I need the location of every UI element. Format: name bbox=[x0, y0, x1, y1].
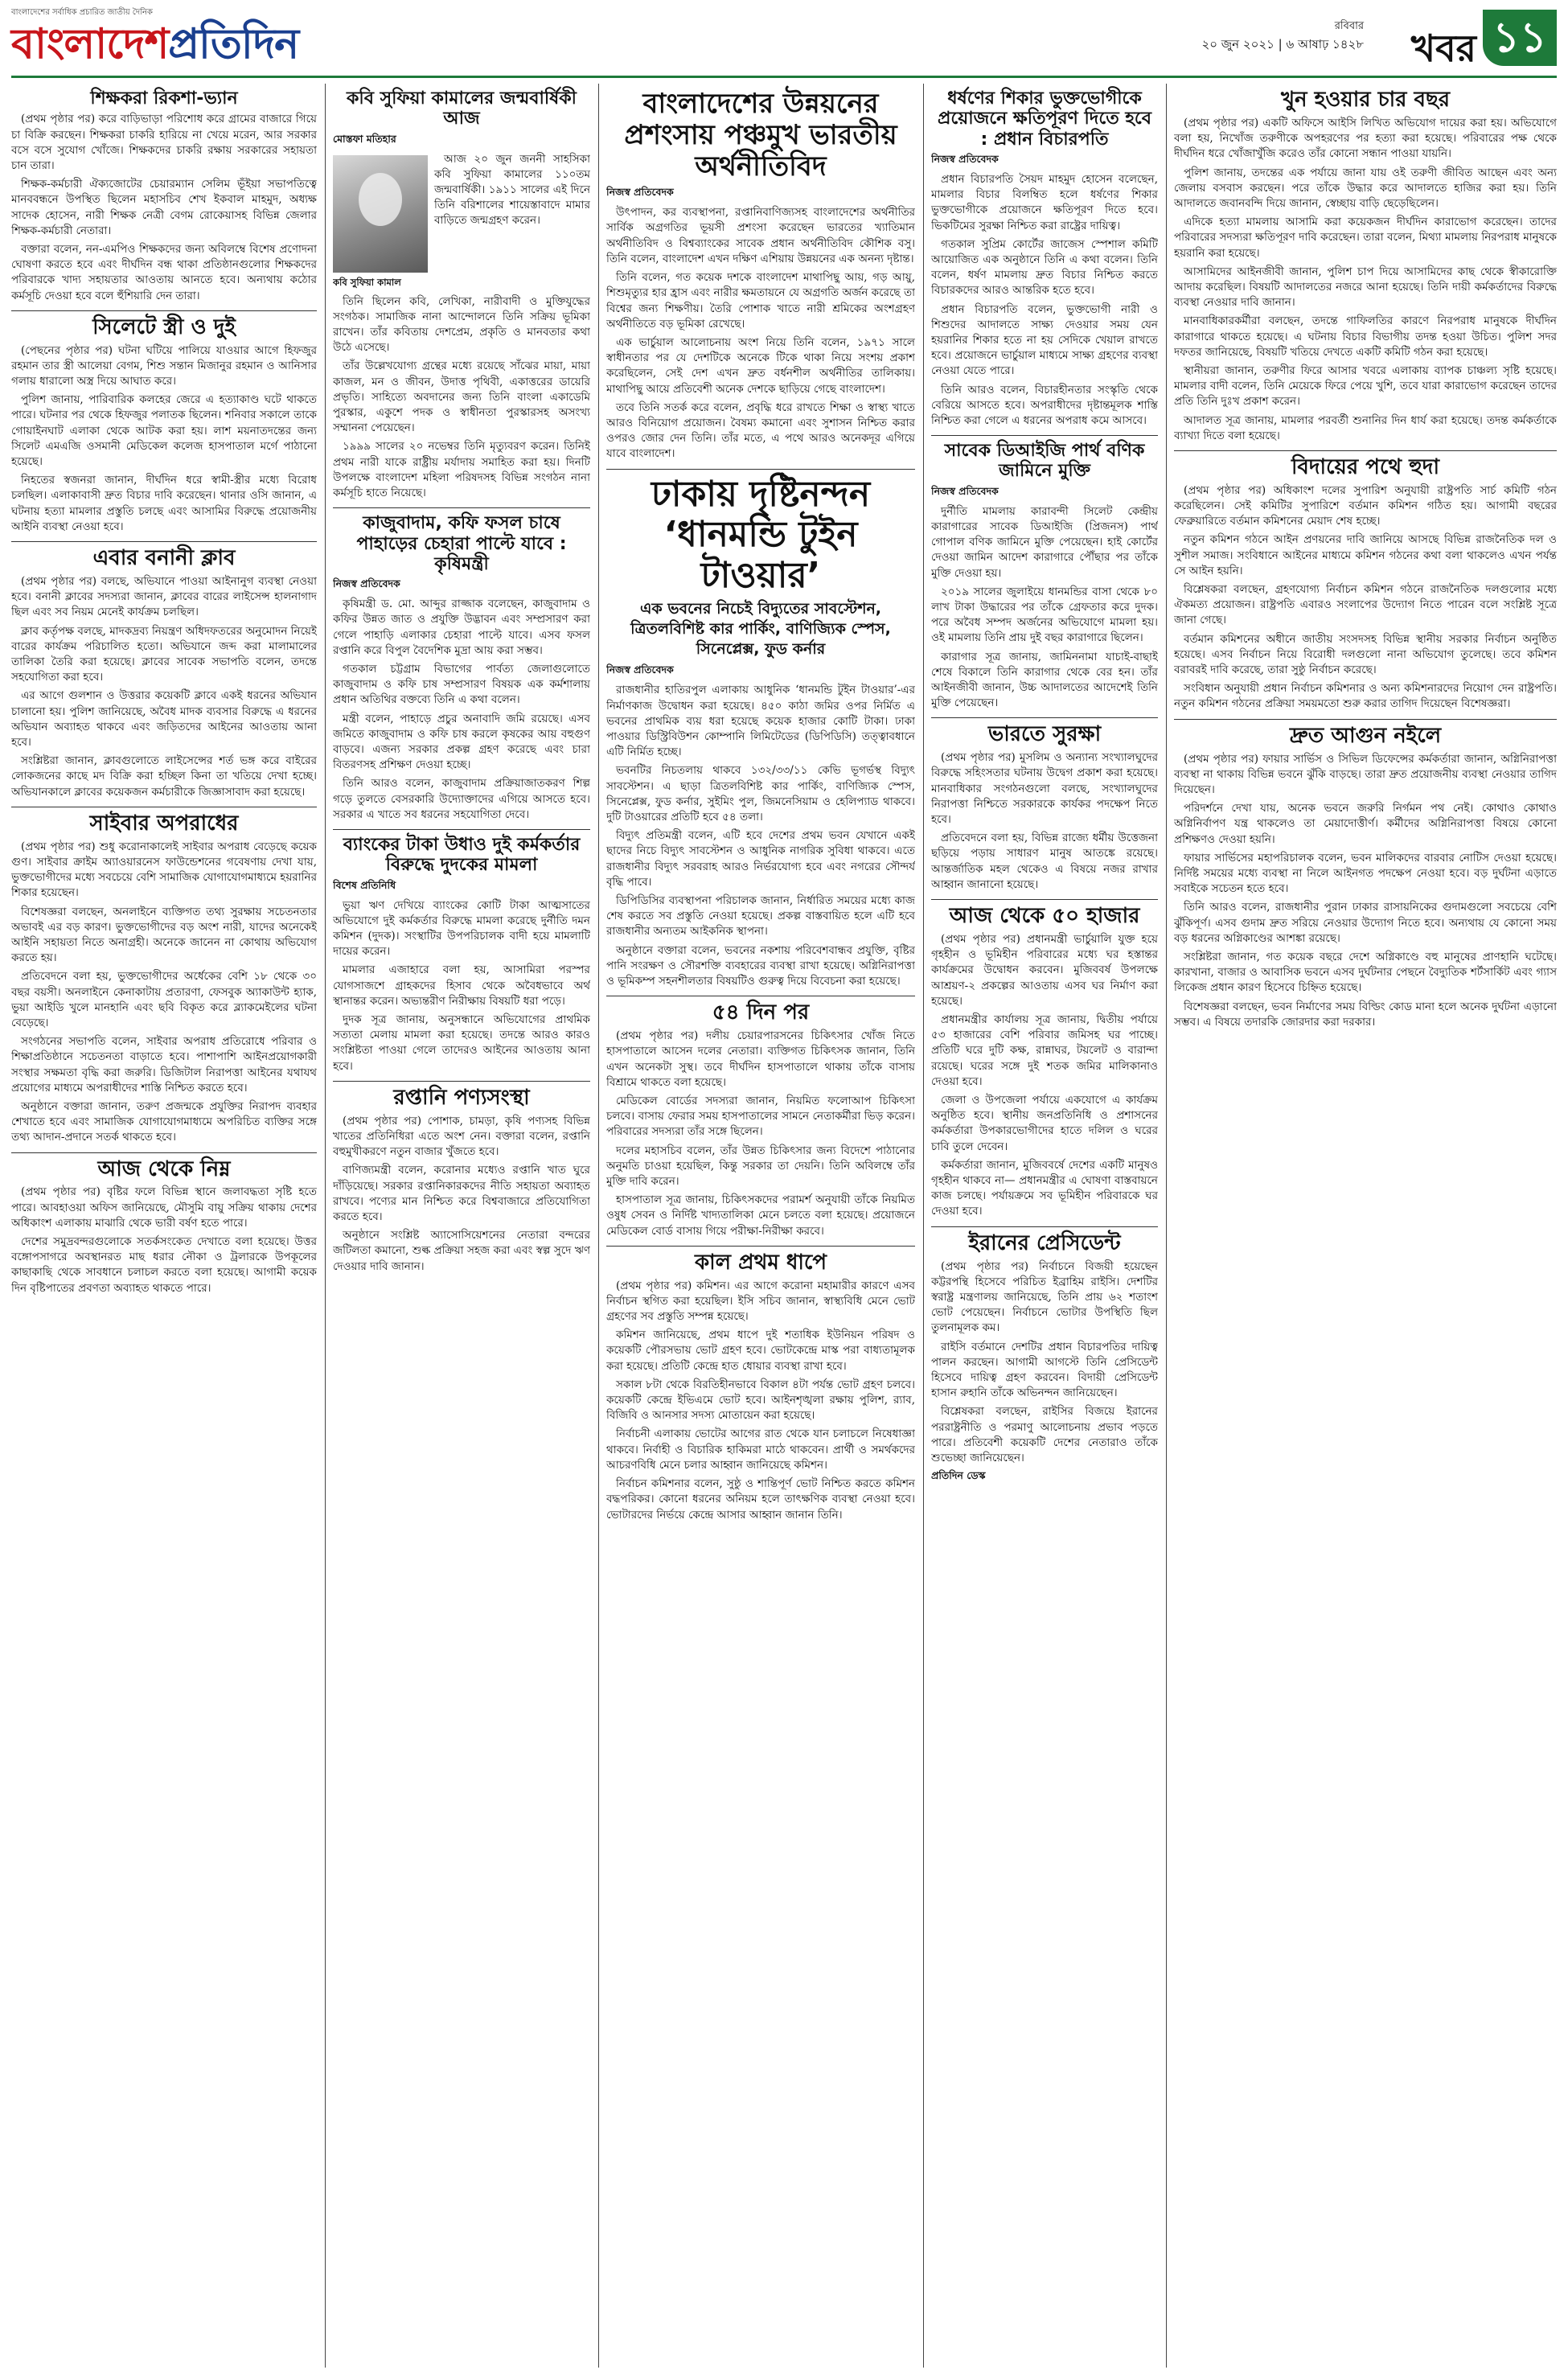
paragraph: (প্রথম পৃষ্ঠার পর) ফায়ার সার্ভিস ও সিভিল ডিফেন্সের কর্মকর্তারা জানান, অগ্নিনিরাপত্তা ব্যবস্থা না থাকায় বিভিন্ন ভবনে ঝুঁকি বাড়ছে। তারা দ্রুত প্রয়োজনীয় ব্যবস্থা নেওয়ার তাগিদ দিয়েছেন। bbox=[1174, 752, 1557, 796]
paragraph: নির্বাচন কমিশনার বলেন, সুষ্ঠু ও শান্তিপূর্ণ ভোট নিশ্চিত করতে কমিশন বদ্ধপরিকর। কোনো ধরনের অনিয়ম হলে তাৎক্ষণিক ব্যবস্থা নেওয়া হবে। ভোটারদের নির্ভয়ে কেন্দ্রে আসার আহ্বান জানান তিনি। bbox=[606, 1477, 915, 1522]
paragraph: নতুন কমিশন গঠনে আইন প্রণয়নের দাবি জানিয়ে আসছে বিভিন্ন রাজনৈতিক দল ও সুশীল সমাজ। সংবিধানে আইনের মাধ্যমে কমিশন গঠনের কথা বলা থাকলেও এখন পর্যন্ত সে আইন হয়নি। bbox=[1174, 533, 1557, 577]
divider bbox=[11, 1152, 317, 1153]
paragraph: পুলিশ জানায়, তদন্তের এক পর্যায়ে জানা যায় ওই তরুণী জীবিত আছেন এবং অন্য জেলায় বসবাস করছেন। পরে তাঁকে উদ্ধার করে আদালতে হাজির করা হয়। তিনি আদালতে জবানবন্দি দিয়ে জানান, স্বেচ্ছায় বাড়ি ছেড়েছিলেন। bbox=[1174, 166, 1557, 210]
paragraph: ডিপিডিসির ব্যবস্থাপনা পরিচালক জানান, নির্ধারিত সময়ের মধ্যে কাজ শেষ করতে সব প্রস্তুতি নেওয়া হয়েছে। প্রকল্প বাস্তবায়িত হলে এটি হবে রাজধানীর অন্যতম আইকনিক স্থাপনা। bbox=[606, 894, 915, 939]
dateline bbox=[1201, 18, 1364, 53]
paragraph: রাজধানীর হাতিরপুল এলাকায় আধুনিক ‘ধানমন্ডি টুইন টাওয়ার’-এর নির্মাণকাজ উদ্বোধন করা হয়েছে। ৪৫০ কাঠা জমির ওপর নির্মিত এ ভবনের প্রাথমিক ব্যয় ধরা হয়েছে কয়েক হাজার কোটি টাকা। ঢাকা পাওয়ার ডিস্ট্রিবিউশন কোম্পানি লিমিটেডের (ডিপিডিসি) তত্ত্বাবধানে এটি নির্মিত হচ্ছে। bbox=[606, 684, 915, 759]
headline: কাল প্রথম ধাপে bbox=[694, 1250, 827, 1275]
divider bbox=[1174, 719, 1557, 720]
issue-day: রবিবার bbox=[1334, 20, 1364, 32]
paragraph: মন্ত্রী বলেন, পাহাড়ে প্রচুর অনাবাদি জমি রয়েছে। এসব জমিতে কাজুবাদাম ও কফি চাষ করলে কৃষকের আয় বহুগুণ বাড়বে। এজন্য সরকার প্রকল্প গ্রহণ করেছে এবং চারা বিতরণসহ প্রশিক্ষণ দেওয়া হচ্ছে। bbox=[333, 712, 590, 772]
column-rule bbox=[598, 84, 599, 2368]
article-export bbox=[333, 1086, 590, 1275]
divider bbox=[606, 469, 915, 470]
paragraph: আজ ২০ জুন জননী সাহসিকা কবি সুফিয়া কামালের ১১০তম জন্মবার্ষিকী। ১৯১১ সালের এই দিনে তিনি বরিশালের শায়েস্তাবাদে মামার বাড়িতে জন্মগ্রহণ করেন। bbox=[434, 152, 590, 228]
paragraph: এদিকে হত্যা মামলায় আসামি করা কয়েকজন দীর্ঘদিন কারাভোগ করেছেন। তাদের পরিবারের সদস্যরা ক্ষতিপূরণ দাবি করেছেন। তারা বলেন, মিথ্যা মামলায় নিরপরাধ মানুষকে হয়রানি করা হয়েছে। bbox=[1174, 216, 1557, 260]
divider bbox=[931, 435, 1158, 436]
headline: বাংলাদেশের উন্নয়নের প্রশংসায় পঞ্চমুখ ভারতীয় অর্থনীতিবিদ bbox=[624, 88, 897, 183]
portrait-photo bbox=[333, 155, 428, 273]
paragraph: অনুষ্ঠানে বক্তারা বলেন, ভবনের নকশায় পরিবেশবান্ধব প্রযুক্তি, বৃষ্টির পানি সংরক্ষণ ও সৌরশক্তি ব্যবহারের ব্যবস্থা রাখা হয়েছে। অগ্নিনিরাপত্তা ও ভূমিকম্প সহনশীলতার বিষয়টিও গুরুত্ব দিয়ে বিবেচনা করা হয়েছে। bbox=[606, 943, 915, 988]
headline: আজ থেকে ৫০ হাজার bbox=[949, 904, 1140, 929]
subheadline: এক ভবনের নিচেই বিদ্যুতের সাবস্টেশন, ত্রিতলবিশিষ্ট কার পার্কিং, বাণিজ্যিক স্পেস, সিনেপ্লেক্স, ফুড কর্নার bbox=[630, 600, 891, 658]
paragraph: বক্তারা বলেন, নন-এমপিও শিক্ষকদের জন্য অবিলম্বে বিশেষ প্রণোদনা ঘোষণা করতে হবে এবং দীর্ঘদিন বন্ধ থাকা প্রতিষ্ঠানগুলোর শিক্ষকদের পরিবারকে খাদ্য সহায়তার আওতায় আনতে হবে। অন্যথায় কঠোর কর্মসূচি দেওয়া হবে বলে হুঁশিয়ারি দেন তারা। bbox=[11, 242, 317, 302]
paragraph: কমিশন জানিয়েছে, প্রথম ধাপে দুই শতাধিক ইউনিয়ন পরিষদ ও কয়েকটি পৌরসভায় ভোট গ্রহণ হবে। ভোটকেন্দ্রে মাস্ক পরা বাধ্যতামূলক করা হয়েছে। প্রতিটি কেন্দ্রে হাত ধোয়ার ব্যবস্থা রাখা হবে। bbox=[606, 1329, 915, 1373]
paragraph: (প্রথম পৃষ্ঠার পর) নির্বাচনে বিজয়ী হয়েছেন কট্টরপন্থি হিসেবে পরিচিত ইব্রাহিম রাইসি। দেশটির স্বরাষ্ট্র মন্ত্রণালয় জানিয়েছে, তিনি প্রায় ৬২ শতাংশ ভোট পেয়েছেন। নির্বাচনে ভোটার উপস্থিতি ছিল তুলনামূলক কম। bbox=[931, 1259, 1158, 1335]
paragraph: কৃষিমন্ত্রী ড. মো. আব্দুর রাজ্জাক বলেছেন, কাজুবাদাম ও কফির উন্নত জাত ও প্রযুক্তি উদ্ভাবন এবং সম্প্রসারণ করা গেলে পাহাড়ি এলাকার চেহারা পাল্টে যাবে। এসব ফসল রপ্তানি করে বিপুল বৈদেশিক মুদ্রা আয় করা সম্ভব। bbox=[333, 598, 590, 657]
article-sylhet bbox=[11, 316, 317, 535]
article-farewell-huda bbox=[1174, 456, 1557, 713]
headline: দ্রুত আগুন নইলে bbox=[1289, 723, 1442, 748]
headline: খুন হওয়ার চার বছর bbox=[1280, 88, 1451, 112]
paragraph: তিনি ছিলেন কবি, লেখিকা, নারীবাদী ও মুক্তিযুদ্ধের সংগঠক। সামাজিক নানা আন্দোলনে তিনি সক্রিয় ভূমিকা রাখেন। তাঁর কবিতায় দেশপ্রেম, প্রকৃতি ও মানবতার কথা উঠে এসেছে। bbox=[333, 294, 590, 355]
paragraph: পুলিশ জানায়, পারিবারিক কলহের জেরে এ হত্যাকাণ্ড ঘটে থাকতে পারে। ঘটনার পর থেকে হিফজুর পলাতক ছিলেন। শনিবার সকালে তাকে গোয়াইনঘাট এলাকা থেকে আটক করা হয়। লাশ ময়নাতদন্তের জন্য সিলেট এমএজি ওসমানী মেডিকেল কলেজ হাসপাতাল মর্গে পাঠানো হয়েছে। bbox=[11, 393, 317, 469]
paragraph: বাণিজ্যমন্ত্রী বলেন, করোনার মধ্যেও রপ্তানি খাত ঘুরে দাঁড়িয়েছে। সরকার রপ্তানিকারকদের নীতি সহায়তা অব্যাহত রাখবে। পণ্যের মান নিশ্চিত করে বিশ্ববাজারে প্রতিযোগিতা করতে হবে। bbox=[333, 1164, 590, 1223]
divider bbox=[931, 899, 1158, 900]
paragraph: সংশ্লিষ্টরা জানান, গত কয়েক বছরে দেশে অগ্নিকাণ্ডে বহু মানুষের প্রাণহানি ঘটেছে। কারখানা, বাজার ও আবাসিক ভবনে এসব দুর্ঘটনার পেছনে বৈদ্যুতিক শর্টসার্কিট এবং গ্যাস লিকেজ প্রধান কারণ হিসেবে চিহ্নিত হয়েছে। bbox=[1174, 951, 1557, 995]
column-rule bbox=[325, 84, 326, 2368]
byline: বিশেষ প্রতিনিধি bbox=[333, 878, 396, 891]
column-3 bbox=[606, 84, 915, 2368]
headline: ঢাকায় দৃষ্টিনন্দন ‘ধানমন্ডি টুইন টাওয়ার’ bbox=[651, 473, 871, 596]
paragraph: গতকাল সুপ্রিম কোর্টের জাজেস স্পেশাল কমিটি আয়োজিত এক অনুষ্ঠানে তিনি এ কথা বলেন। তিনি বলেন, ধর্ষণ মামলায় দ্রুত বিচার নিশ্চিত করতে বিচারকদের আরও আন্তরিক হতে হবে। bbox=[931, 237, 1158, 298]
article-india bbox=[931, 723, 1158, 893]
article-murder-four-years bbox=[1174, 88, 1557, 444]
headline: কাজুবাদাম, কফি ফসল চাষে পাহাড়ের চেহারা পাল্টে যাবে : কৃষিমন্ত্রী bbox=[356, 513, 567, 574]
column-2 bbox=[333, 84, 590, 2368]
paragraph: উৎপাদন, কর ব্যবস্থাপনা, রপ্তানিবাণিজ্যসহ বাংলাদেশের অর্থনীতির সার্বিক অগ্রগতির ভূয়সী প্রশংসা করেছেন ভারতের খ্যাতিমান অর্থনীতিবিদ ও বিশ্বব্যাংকের সাবেক প্রধান অর্থনীতিবিদ কৌশিক বসু। তিনি বলেন, বাংলাদেশ এখন দক্ষিণ এশিয়ায় উন্নয়নের এক অনন্য দৃষ্টান্ত। bbox=[606, 206, 915, 265]
article-fire bbox=[1174, 725, 1557, 1030]
divider bbox=[931, 717, 1158, 718]
article-twin-tower bbox=[606, 474, 915, 990]
paragraph: আদালত সূত্র জানায়, মামলার পরবর্তী শুনানির দিন ধার্য করা হয়েছে। তদন্ত কর্মকর্তাকে ব্যাখ্যা দিতে বলা হয়েছে। bbox=[1174, 413, 1557, 442]
paragraph: (প্রথম পৃষ্ঠার পর) বলছে, অভিযানে পাওয়া আইনানুগ ব্যবস্থা নেওয়া হবে। বনানী ক্লাবের সদস্যরা জানান, ক্লাবের বারের লাইসেন্স হালনাগাদ ছিল এবং সব নিয়ম মেনেই কার্যক্রম চলছিল। bbox=[11, 574, 317, 619]
headline: ৫৪ দিন পর bbox=[712, 1000, 810, 1025]
paragraph: তিনি বলেন, গত কয়েক দশকে বাংলাদেশ মাথাপিছু আয়, গড় আয়ু, শিশুমৃত্যুর হার হ্রাস এবং নারীর ক্ষমতায়নে যে অগ্রগতি অর্জন করেছে তা বিশ্বের জন্য শিক্ষণীয়। তৈরি পোশাক খাতে নারী শ্রমিকের অংশগ্রহণ অর্থনীতিতে বড় ভূমিকা রেখেছে। bbox=[606, 271, 915, 331]
divider bbox=[333, 829, 590, 830]
paragraph: বিশেষজ্ঞরা বলছেন, ভবন নির্মাণের সময় বিল্ডিং কোড মানা হলে অনেক দুর্ঘটনা এড়ানো সম্ভব। এ বিষয়ে তদারকি জোরদার করা দরকার। bbox=[1174, 1000, 1557, 1029]
logo-text-blue: প্রতিদিন bbox=[168, 20, 299, 68]
page-number: ১১ bbox=[1483, 10, 1557, 66]
paragraph: তিনি আরও বলেন, রাজধানীর পুরান ঢাকার রাসায়নিকের গুদামগুলো সবচেয়ে বেশি ঝুঁকিপূর্ণ। এসব গুদাম দ্রুত সরিয়ে নেওয়ার উদ্যোগ নিতে হবে। অন্যথায় যে কোনো সময় বড় ধরনের অগ্নিকাণ্ডের আশঙ্কা রয়েছে। bbox=[1174, 901, 1557, 945]
paragraph: শিক্ষক-কর্মচারী ঐক্যজোটের চেয়ারম্যান সেলিম ভূঁইয়া সভাপতিত্বে মানববন্ধনে উপস্থিত ছিলেন মহাসচিব শেখ ইকবাল মাহমুদ, অধ্যক্ষ সাদেক হোসেন, নারী শিক্ষক নেত্রী বেগম রোকেয়াসহ বিভিন্ন জেলার শিক্ষক-কর্মচারী নেতারা। bbox=[11, 178, 317, 237]
paragraph: বিশেষজ্ঞরা বলছেন, অনলাইনে ব্যক্তিগত তথ্য সুরক্ষায় সচেতনতার অভাবই এর বড় কারণ। ভুক্তভোগীদের বড় অংশ নারী, যাদের অনেকেই আইনি সহায়তা নিতে অনাগ্রহী। অনেকে জানেন না কোথায় অভিযোগ করতে হয়। bbox=[11, 905, 317, 965]
article-election bbox=[606, 1251, 915, 1523]
paragraph: বিশ্লেষকরা বলছেন, গ্রহণযোগ্য নির্বাচন কমিশন গঠনে রাজনৈতিক দলগুলোর মধ্যে ঐকমত্য প্রয়োজন। রাষ্ট্রপতি এবারও সংলাপের উদ্যোগ নিতে পারেন বলে সংশ্লিষ্ট সূত্রে জানা গেছে। bbox=[1174, 583, 1557, 627]
paragraph: দলের মহাসচিব বলেন, তাঁর উন্নত চিকিৎসার জন্য বিদেশে পাঠানোর অনুমতি চাওয়া হয়েছিল, কিন্তু সরকার তা দেয়নি। তিনি অবিলম্বে তাঁর মুক্তি দাবি করেন। bbox=[606, 1144, 915, 1188]
headline: ভারতে সুরক্ষা bbox=[987, 722, 1102, 747]
masthead bbox=[11, 6, 1557, 74]
paragraph: দুদক সূত্র জানায়, অনুসন্ধানে অভিযোগের প্রাথমিক সত্যতা মেলায় মামলা করা হয়েছে। তদন্তে আরও কারও সংশ্লিষ্টতা পাওয়া গেলে তাদেরও আইনের আওতায় আনা হবে। bbox=[333, 1012, 590, 1073]
divider bbox=[333, 507, 590, 508]
paragraph: অনুষ্ঠানে বক্তারা জানান, তরুণ প্রজন্মকে প্রযুক্তির নিরাপদ ব্যবহার শেখাতে হবে এবং সামাজিক যোগাযোগমাধ্যমে অপরিচিত ব্যক্তির সঙ্গে তথ্য আদান-প্রদানে সতর্ক থাকতে হবে। bbox=[11, 1099, 317, 1144]
article-nimno bbox=[11, 1158, 317, 1296]
paragraph: ২০১৯ সালের জুলাইয়ে ধানমন্ডির বাসা থেকে ৮০ লাখ টাকা উদ্ধারের পর তাঁকে গ্রেফতার করে দুদক। পরে অবৈধ সম্পদ অর্জনের অভিযোগে মামলা হয়। ওই মামলায় তিনি প্রায় দুই বছর কারাগারে ছিলেন। bbox=[931, 585, 1158, 645]
byline: নিজস্ব প্রতিবেদক bbox=[606, 186, 674, 199]
paragraph: মেডিকেল বোর্ডের সদস্যরা জানান, নিয়মিত ফলোআপ চিকিৎসা চলবে। বাসায় ফেরার সময় হাসপাতালের সামনে নেতাকর্মীরা ভিড় করেন। পরিবারের সদস্যরা তাঁর সঙ্গে ছিলেন। bbox=[606, 1094, 915, 1139]
paragraph: তিনি আরও বলেন, কাজুবাদাম প্রক্রিয়াজাতকরণ শিল্প গড়ে তুলতে বেসরকারি উদ্যোক্তাদের এগিয়ে আসতে হবে। সরকার এ খাতে সব ধরনের সহযোগিতা দেবে। bbox=[333, 777, 590, 821]
byline: নিজস্ব প্রতিবেদক bbox=[606, 663, 674, 676]
article-dig-bail bbox=[931, 441, 1158, 711]
paragraph: কর্মকর্তারা জানান, মুজিববর্ষে দেশের একটি মানুষও গৃহহীন থাকবে না— প্রধানমন্ত্রীর এ ঘোষণা বাস্তবায়নে কাজ চলছে। পর্যায়ক্রমে সব ভূমিহীন পরিবারকে ঘর দেওয়া হবে। bbox=[931, 1158, 1158, 1218]
divider bbox=[931, 1226, 1158, 1227]
article-kaju bbox=[333, 513, 590, 823]
paragraph: (প্রথম পৃষ্ঠার পর) পোশাক, চামড়া, কৃষি পণ্যসহ বিভিন্ন খাতের প্রতিনিধিরা এতে অংশ নেন। বক্তারা বলেন, রপ্তানি বহুমুখীকরণে নতুন বাজার খুঁজতে হবে। bbox=[333, 1114, 590, 1159]
headline: সাইবার অপরাধের bbox=[89, 811, 239, 836]
paragraph: তবে তিনি সতর্ক করে বলেন, প্রবৃদ্ধি ধরে রাখতে শিক্ষা ও স্বাস্থ্য খাতে আরও বিনিয়োগ প্রয়োজন। বৈষম্য কমানো এবং সুশাসন নিশ্চিত করার ওপরও জোর দেন তিনি। তাঁর মতে, এ পথে আরও অনেকদূর এগিয়ে যাবে বাংলাদেশ। bbox=[606, 400, 915, 461]
article-sufia bbox=[333, 88, 590, 501]
paragraph: কারাগার সূত্র জানায়, জামিননামা যাচাই-বাছাই শেষে বিকালে তিনি কারাগার থেকে বের হন। তাঁর আইনজীবী জানান, উচ্চ আদালতের আদেশেই তিনি মুক্তি পেয়েছেন। bbox=[931, 650, 1158, 710]
headline: ব্যাংকের টাকা উধাও দুই কর্মকর্তার বিরুদ্ধে দুদকের মামলা bbox=[343, 834, 581, 876]
paragraph: প্রতিবেদনে বলা হয়, ভুক্তভোগীদের অর্ধেকের বেশি ১৮ থেকে ৩০ বছর বয়সী। অনলাইনে কেনাকাটায় প্রতারণা, ফেসবুক অ্যাকাউন্ট হ্যাক, ভুয়া আইডি খুলে মানহানি এবং ছবি বিকৃত করে ব্ল্যাকমেইলের ঘটনা বেড়েছে। bbox=[11, 970, 317, 1029]
article-bank bbox=[333, 835, 590, 1074]
paragraph: বর্তমান কমিশনের অধীনে জাতীয় সংসদসহ বিভিন্ন স্থানীয় সরকার নির্বাচন অনুষ্ঠিত হয়েছে। এসব নির্বাচন নিয়ে বিরোধী দলগুলো নানা অভিযোগ তুলেছে। তবে কমিশন বরাবরই দাবি করেছে, তারা সুষ্ঠু নির্বাচন করেছে। bbox=[1174, 632, 1557, 677]
article-iran bbox=[931, 1232, 1158, 1486]
paragraph: (প্রথম পৃষ্ঠার পর) করে বাড়িভাড়া পরিশোধ করে গ্রামের বাজারে গিয়ে চা বিক্রি করছেন। শিক্ষকরা চাকরি হারিয়ে না খেয়ে মরেন, আর সরকার বসে বসে সুযোগ খোঁজে। শিক্ষকদের চাকরি রক্ষায় সরকারের সহায়তা চান তারা। bbox=[11, 113, 317, 172]
paragraph: আসামিদের আইনজীবী জানান, পুলিশ চাপ দিয়ে আসামিদের কাছ থেকে স্বীকারোক্তি আদায় করেছিল। বিষয়টি আদালতের নজরে আনা হয়েছে। তিনি দায়ী কর্মকর্তাদের বিরুদ্ধে ব্যবস্থা নেওয়ার দাবি জানান। bbox=[1174, 265, 1557, 310]
paragraph: ক্লাব কর্তৃপক্ষ বলছে, মাদকদ্রব্য নিয়ন্ত্রণ অধিদফতরের অনুমোদন নিয়েই বারের কার্যক্রম পরিচালিত হতো। অভিযানে জব্দ করা মালামালের তালিকা তৈরি করা হয়েছে। ক্লাবের সাবেক সভাপতি বলেন, তদন্তে সহযোগিতা করা হবে। bbox=[11, 624, 317, 684]
column-5 bbox=[1174, 84, 1557, 2368]
paragraph: (প্রথম পৃষ্ঠার পর) কমিশন। এর আগে করোনা মহামারীর কারণে এসব নির্বাচন স্থগিত করা হয়েছিল। ইসি সচিব জানান, স্বাস্থ্যবিধি মেনে ভোট গ্রহণের সব প্রস্তুতি সম্পন্ন হয়েছে। bbox=[606, 1279, 915, 1324]
divider bbox=[11, 310, 317, 311]
paragraph: ভুয়া ঋণ দেখিয়ে ব্যাংকের কোটি টাকা আত্মসাতের অভিযোগে দুই কর্মকর্তার বিরুদ্ধে মামলা করেছে দুর্নীতি দমন কমিশন (দুদক)। সংস্থাটির উপপরিচালক বাদী হয়ে মামলাটি দায়ের করেন। bbox=[333, 898, 590, 959]
paragraph: রাইসি বর্তমানে দেশটির প্রধান বিচারপতির দায়িত্ব পালন করছেন। আগামী আগস্টে তিনি প্রেসিডেন্ট হিসেবে দায়িত্ব গ্রহণ করবেন। বিদায়ী প্রেসিডেন্ট হাসান রুহানি তাঁকে অভিনন্দন জানিয়েছেন। bbox=[931, 1340, 1158, 1400]
paragraph: পরিদর্শনে দেখা যায়, অনেক ভবনে জরুরি নির্গমন পথ নেই। কোথাও কোথাও অগ্নিনির্বাপণ যন্ত্র থাকলেও তা মেয়াদোত্তীর্ণ। কর্মীদের অগ্নিনিরাপত্তা বিষয়ে কোনো প্রশিক্ষণও দেওয়া হয়নি। bbox=[1174, 802, 1557, 846]
byline: নিজস্ব প্রতিবেদক bbox=[333, 577, 400, 590]
paragraph: (প্রথম পৃষ্ঠার পর) মুসলিম ও অন্যান্য সংখ্যালঘুদের বিরুদ্ধে সহিংসতার ঘটনায় উদ্বেগ প্রকাশ করা হয়েছে। মানবাধিকার সংগঠনগুলো বলছে, সংখ্যালঘুদের নিরাপত্তা নিশ্চিতে সরকারকে কার্যকর পদক্ষেপ নিতে হবে। bbox=[931, 751, 1158, 827]
paragraph: প্রধান বিচারপতি সৈয়দ মাহমুদ হোসেন বলেছেন, মামলার বিচার বিলম্বিত হলে ধর্ষণের শিকার ভুক্তভোগীকে প্রয়োজনে ক্ষতিপূরণ দিতে হবে। ভিকটিমের সুরক্ষা নিশ্চিত করা রাষ্ট্রের দায়িত্ব। bbox=[931, 172, 1158, 232]
masthead-rule bbox=[11, 76, 1557, 78]
column-rule bbox=[1166, 84, 1167, 2368]
byline: নিজস্ব প্রতিবেদক bbox=[931, 152, 999, 165]
issue-date: ২০ জুন ২০২১ | ৬ আষাঢ় ১৪২৮ bbox=[1201, 37, 1364, 51]
paragraph: মামলার এজাহারে বলা হয়, আসামিরা পরস্পর যোগসাজশে গ্রাহকদের হিসাব থেকে অবৈধভাবে অর্থ স্থানান্তর করেন। অভ্যন্তরীণ নিরীক্ষায় বিষয়টি ধরা পড়ে। bbox=[333, 963, 590, 1008]
paragraph: স্থানীয়রা জানান, তরুণীর ফিরে আসার খবরে এলাকায় ব্যাপক চাঞ্চল্য সৃষ্টি হয়েছে। মামলার বাদী বলেন, তিনি মেয়েকে ফিরে পেয়ে খুশি, তবে যারা কারাভোগ করেছেন তাদের প্রতি তিনি দুঃখ প্রকাশ করেন। bbox=[1174, 363, 1557, 409]
headline: শিক্ষকরা রিকশা-ভ্যান bbox=[90, 88, 238, 109]
headline: বিদায়ের পথে হুদা bbox=[1291, 454, 1439, 479]
divider bbox=[606, 1246, 915, 1247]
byline: নিজস্ব প্রতিবেদক bbox=[931, 484, 999, 497]
section-title: খবর bbox=[1410, 27, 1476, 70]
column-1 bbox=[11, 84, 317, 2368]
column-rule bbox=[923, 84, 924, 2368]
divider bbox=[11, 541, 317, 542]
paragraph: প্রধানমন্ত্রীর কার্যালয় সূত্র জানায়, দ্বিতীয় পর্যায়ে ৫৩ হাজারের বেশি পরিবার জমিসহ ঘর পাচ্ছে। প্রতিটি ঘরে দুটি কক্ষ, রান্নাঘর, টয়লেট ও বারান্দা রয়েছে। ঘরের সঙ্গে দুই শতক জমির মালিকানাও দেওয়া হবে। bbox=[931, 1013, 1158, 1088]
headline: রপ্তানি পণ্যসংস্থা bbox=[393, 1085, 530, 1110]
article-banani bbox=[11, 547, 317, 800]
logo-tagline: বাংলাদেশের সর্বাধিক প্রচারিত জাতীয় দৈনিক bbox=[11, 8, 153, 17]
article-50-thousand bbox=[931, 905, 1158, 1220]
paragraph: বিশ্লেষকরা বলছেন, রাইসির বিজয়ে ইরানের পররাষ্ট্রনীতি ও পরমাণু আলোচনায় প্রভাব পড়তে পারে। প্রতিবেশী কয়েকটি দেশের নেতারাও তাঁকে শুভেচ্ছা জানিয়েছেন। bbox=[931, 1405, 1158, 1464]
headline: সাবেক ডিআইজি পার্থ বণিক জামিনে মুক্তি bbox=[944, 441, 1145, 482]
paragraph: ভবনটির নিচতলায় থাকবে ১৩২/৩৩/১১ কেভি ভূগর্ভস্থ বিদ্যুৎ সাবস্টেশন। এ ছাড়া ত্রিতলবিশিষ্ট কার পার্কিং, বাণিজ্যিক স্পেস, সিনেপ্লেক্স, ফুড কর্নার, সুইমিং পুল, জিমনেসিয়াম ও হেলিপ্যাড থাকবে। দুটি টাওয়ারের প্রতিটি হবে ৫৪ তলা। bbox=[606, 764, 915, 824]
paragraph: মানবাধিকারকর্মীরা বলছেন, তদন্তে গাফিলতির কারণে নিরপরাধ মানুষকে দীর্ঘদিন কারাগারে থাকতে হয়েছে। এ ঘটনায় বিচার বিভাগীয় তদন্ত হওয়া উচিত। পুলিশ সদর দফতর জানিয়েছে, বিষয়টি খতিয়ে দেখতে একটি কমিটি গঠন করা হয়েছে। bbox=[1174, 314, 1557, 359]
paragraph: (প্রথম পৃষ্ঠার পর) একটি অফিসে আইসি লিখিত অভিযোগ দায়ের করা হয়। অভিযোগে বলা হয়, নিখোঁজ তরুণীকে অপহরণের পর হত্যা করা হয়েছে। পরিবারের পক্ষ থেকে দীর্ঘদিন ধরে খোঁজাখুঁজি করেও তাঁর কোনো সন্ধান পাওয়া যায়নি। bbox=[1174, 116, 1557, 161]
paragraph: এক ভার্চুয়াল আলোচনায় অংশ নিয়ে তিনি বলেন, ১৯৭১ সালে স্বাধীনতার পর যে দেশটিকে অনেকে টিকে থাকা নিয়ে সংশয় প্রকাশ করেছিলেন, সেই দেশ এখন দ্রুত বর্ধনশীল অর্থনীতির তালিকায়। মাথাপিছু আয়ে প্রতিবেশী অনেক দেশকে ছাড়িয়ে গেছে বাংলাদেশ। bbox=[606, 335, 915, 396]
paragraph: নিহতের স্বজনরা জানান, দীর্ঘদিন ধরে স্বামী-স্ত্রীর মধ্যে বিরোধ চলছিল। এলাকাবাসী দ্রুত বিচার দাবি করেছেন। থানার ওসি জানান, এ ঘটনায় হত্যা মামলার প্রস্তুতি চলছে এবং আসামির বিরুদ্ধে প্রয়োজনীয় আইনি ব্যবস্থা নেওয়া হবে। bbox=[11, 474, 317, 533]
paragraph: সকাল ৮টা থেকে বিরতিহীনভাবে বিকাল ৪টা পর্যন্ত ভোট গ্রহণ চলবে। কয়েকটি কেন্দ্রে ইভিএমে ভোট হবে। আইনশৃঙ্খলা রক্ষায় পুলিশ, র‍্যাব, বিজিবি ও আনসার সদস্য মোতায়েন করা হয়েছে। bbox=[606, 1378, 915, 1423]
paragraph: সংবিধান অনুযায়ী প্রধান নির্বাচন কমিশনার ও অন্য কমিশনারদের নিয়োগ দেন রাষ্ট্রপতি। নতুন কমিশন গঠনের প্রক্রিয়া সময়মতো শুরু করার তাগিদ দিয়েছেন বিশেষজ্ঞরা। bbox=[1174, 682, 1557, 711]
paragraph: গতকাল চট্টগ্রাম বিভাগের পার্বত্য জেলাগুলোতে কাজুবাদাম ও কফি চাষ সম্প্রসারণ বিষয়ক এক কর্মশালায় প্রধান অতিথির বক্তব্যে তিনি এ কথা বলেন। bbox=[333, 662, 590, 707]
article-rape-compensation bbox=[931, 88, 1158, 429]
paragraph: তিনি আরও বলেন, বিচারহীনতার সংস্কৃতি থেকে বেরিয়ে আসতে হবে। অপরাধীদের দৃষ্টান্তমূলক শাস্তি নিশ্চিত করা গেলে এ ধরনের অপরাধ কমে আসবে। bbox=[931, 383, 1158, 427]
paragraph: অনুষ্ঠানে সংশ্লিষ্ট অ্যাসোসিয়েশনের নেতারা বন্দরের জটিলতা কমানো, শুল্ক প্রক্রিয়া সহজ করা এবং স্বল্প সুদে ঋণ দেওয়ার দাবি জানান। bbox=[333, 1229, 590, 1273]
logo-text-red: বাংলাদেশ bbox=[11, 20, 169, 68]
paragraph: দুর্নীতি মামলায় কারাবন্দী সিলেট কেন্দ্রীয় কারাগারের সাবেক ডিআইজি (প্রিজনস) পার্থ গোপাল বণিক জামিনে মুক্তি পেয়েছেন। হাই কোর্টের দেওয়া জামিন আদেশ কারাগারে পৌঁছার পর তাঁকে মুক্তি দেওয়া হয়। bbox=[931, 504, 1158, 580]
headline: কবি সুফিয়া কামালের জন্মবার্ষিকী আজ bbox=[347, 88, 577, 129]
paragraph: হাসপাতাল সূত্র জানায়, চিকিৎসকদের পরামর্শ অনুযায়ী তাঁকে নিয়মিত ওষুধ সেবন ও নির্দিষ্ট খাদ্যতালিকা মেনে চলতে বলা হয়েছে। প্রয়োজনে মেডিকেল বোর্ড বাসায় গিয়ে পরীক্ষা-নিরীক্ষা করবে। bbox=[606, 1193, 915, 1238]
paragraph: সংশ্লিষ্টরা জানান, ক্লাবগুলোতে লাইসেন্সের শর্ত ভঙ্গ করে বাইরের লোকজনের কাছে মদ বিক্রি করা হচ্ছিল কিনা তা খতিয়ে দেখা হচ্ছে। অভিযানকালে ক্লাবের কয়েকজন কর্মচারীকে জিজ্ঞাসাবাদ করা হয়েছে। bbox=[11, 754, 317, 799]
paragraph: (প্রথম পৃষ্ঠার পর) অধিকাংশ দলের সুপারিশ অনুযায়ী রাষ্ট্রপতি সার্চ কমিটি গঠন করেছিলেন। সেই কমিটির সুপারিশে বর্তমান কমিশন গঠিত হয়। আগামী বছরের ফেব্রুয়ারিতে বর্তমান কমিশনের মেয়াদ শেষ হচ্ছে। bbox=[1174, 483, 1557, 528]
paragraph: জেলা ও উপজেলা পর্যায়ে একযোগে এ কার্যক্রম অনুষ্ঠিত হবে। স্থানীয় জনপ্রতিনিধি ও প্রশাসনের কর্মকর্তারা উপকারভোগীদের হাতে দলিল ও ঘরের চাবি তুলে দেবেন। bbox=[931, 1094, 1158, 1153]
column-4 bbox=[931, 84, 1158, 2368]
paragraph: সংগঠনের সভাপতি বলেন, সাইবার অপরাধ প্রতিরোধে পরিবার ও শিক্ষাপ্রতিষ্ঠানে সচেতনতা বাড়াতে হবে। পাশাপাশি আইনপ্রয়োগকারী সংস্থার সক্ষমতা বৃদ্ধি করা জরুরি। ডিজিটাল নিরাপত্তা আইনের যথাযথ প্রয়োগের মাধ্যমে অপরাধীদের শাস্তি নিশ্চিত করতে হবে। bbox=[11, 1035, 317, 1095]
logo bbox=[11, 6, 365, 74]
headline: ইরানের প্রেসিডেন্ট bbox=[968, 1230, 1121, 1255]
paragraph: এর আগে গুলশান ও উত্তরার কয়েকটি ক্লাবে একই ধরনের অভিযান চালানো হয়। পুলিশ জানিয়েছে, অবৈধ মাদক ব্যবসার বিরুদ্ধে এ ধরনের অভিযান অব্যাহত থাকবে এবং জড়িতদের আইনের আওতায় আনা হবে। bbox=[11, 689, 317, 749]
paragraph: ফায়ার সার্ভিসের মহাপরিচালক বলেন, ভবন মালিকদের বারবার নোটিস দেওয়া হয়েছে। নির্দিষ্ট সময়ের মধ্যে ব্যবস্থা না নিলে আইনগত পদক্ষেপ নেওয়া হবে। বড় দুর্ঘটনা এড়াতে সবাইকে সচেতন হতে হবে। bbox=[1174, 851, 1557, 896]
divider bbox=[1174, 450, 1557, 451]
article-praise bbox=[606, 88, 915, 462]
paragraph: (প্রথম পৃষ্ঠার পর) প্রধানমন্ত্রী ভার্চুয়ালি যুক্ত হয়ে গৃহহীন ও ভূমিহীন পরিবারের মধ্যে ঘর হস্তান্তর কার্যক্রমের উদ্বোধন করবেন। মুজিববর্ষ উপলক্ষে আশ্রয়ণ-২ প্রকল্পের আওতায় এসব ঘর নির্মাণ করা হয়েছে। bbox=[931, 932, 1158, 1008]
headline: সিলেটে স্ত্রী ও দুই bbox=[92, 314, 236, 339]
article-54-days bbox=[606, 1001, 915, 1239]
article-cyber bbox=[11, 812, 317, 1146]
byline: মোস্তফা মতিহার bbox=[333, 132, 396, 145]
paragraph: নির্বাচনী এলাকায় ভোটের আগের রাত থেকে যান চলাচলে নিষেধাজ্ঞা থাকবে। নির্বাহী ও বিচারিক হাকিমরা মাঠে থাকবেন। প্রার্থী ও সমর্থকদের আচরণবিধি মেনে চলার আহ্বান জানিয়েছে কমিশন। bbox=[606, 1427, 915, 1472]
paragraph: (প্রথম পৃষ্ঠার পর) বৃষ্টির ফলে বিভিন্ন স্থানে জলাবদ্ধতা সৃষ্টি হতে পারে। আবহাওয়া অফিস জানিয়েছে, মৌসুমি বায়ু সক্রিয় থাকায় দেশের অধিকাংশ এলাকায় মাঝারি থেকে ভারী বর্ষণ হতে পারে। bbox=[11, 1185, 317, 1230]
headline: ধর্ষণের শিকার ভুক্তভোগীকে প্রয়োজনে ক্ষতিপূরণ দিতে হবে : প্রধান বিচারপতি bbox=[937, 88, 1152, 150]
paragraph: প্রধান বিচারপতি বলেন, ভুক্তভোগী নারী ও শিশুদের আদালতে সাক্ষ্য দেওয়ার সময় যেন হয়রানির শিকার হতে না হয় সেদিকে খেয়াল রাখতে হবে। প্রয়োজনে ভার্চুয়াল মাধ্যমে সাক্ষ্য গ্রহণের ব্যবস্থা নেওয়া যেতে পারে। bbox=[931, 302, 1158, 378]
article-rickshaw bbox=[11, 88, 317, 304]
byline: প্রতিদিন ডেস্ক bbox=[931, 1469, 986, 1482]
photo-caption: কবি সুফিয়া কামাল bbox=[333, 276, 401, 288]
paragraph: তাঁর উল্লেখযোগ্য গ্রন্থের মধ্যে রয়েছে সাঁঝের মায়া, মায়া কাজল, মন ও জীবন, উদাত্ত পৃথিবী, একাত্তরের ডায়েরি প্রভৃতি। সাহিত্যে অবদানের জন্য তিনি বাংলা একাডেমি পুরস্কার, একুশে পদক ও স্বাধীনতা পুরস্কারসহ অসংখ্য সম্মাননা পেয়েছেন। bbox=[333, 359, 590, 435]
headline: আজ থেকে নিম্ন bbox=[97, 1156, 231, 1181]
paragraph: ১৯৯৯ সালের ২০ নভেম্বর তিনি মৃত্যুবরণ করেন। তিনিই প্রথম নারী যাকে রাষ্ট্রীয় মর্যাদায় সমাহিত করা হয়। দিনটি উপলক্ষে বাংলাদেশ মহিলা পরিষদসহ বিভিন্ন সংগঠন নানা কর্মসূচি হাতে নিয়েছে। bbox=[333, 440, 590, 500]
paragraph: বিদ্যুৎ প্রতিমন্ত্রী বলেন, এটি হবে দেশের প্রথম ভবন যেখানে একই ছাদের নিচে বিদ্যুৎ সাবস্টেশন ও আধুনিক নাগরিক সুবিধা থাকবে। এতে রাজধানীর বিদ্যুৎ সরবরাহ আরও নির্ভরযোগ্য হবে এবং নগরের সৌন্দর্য বৃদ্ধি পাবে। bbox=[606, 829, 915, 889]
paragraph: প্রতিবেদনে বলা হয়, বিভিন্ন রাজ্যে ধর্মীয় উত্তেজনা ছড়িয়ে পড়ায় সাধারণ মানুষ আতঙ্কে রয়েছে। আন্তর্জাতিক মহল থেকেও এ বিষয়ে নজর রাখার আহ্বান জানানো হয়েছে। bbox=[931, 832, 1158, 891]
paragraph: (প্রথম পৃষ্ঠার পর) দলীয় চেয়ারপারসনের চিকিৎসার খোঁজ নিতে হাসপাতালে আসেন দলের নেতারা। ব্যক্তিগত চিকিৎসক জানান, তিনি এখন অনেকটা সুস্থ। তবে দীর্ঘদিন হাসপাতালে থাকায় তাঁকে বাসায় বিশ্রামে থাকতে বলা হয়েছে। bbox=[606, 1029, 915, 1089]
paragraph: (প্রথম পৃষ্ঠার পর) শুধু করোনাকালেই সাইবার অপরাধ বেড়েছে কয়েক গুণ। সাইবার ক্রাইম অ্যাওয়ারনেস ফাউন্ডেশনের গবেষণায় দেখা যায়, ভুক্তভোগীদের মধ্যে সবচেয়ে বেশি সামাজিক যোগাযোগমাধ্যমে হয়রানির শিকার হয়েছেন। bbox=[11, 840, 317, 900]
headline: এবার বনানী ক্লাব bbox=[92, 546, 236, 571]
paragraph: (পেছনের পৃষ্ঠার পর) ঘটনা ঘটিয়ে পালিয়ে যাওয়ার আগে হিফজুর রহমান তার স্ত্রী আলেয়া বেগম, শিশু সন্তান মিজানুর রহমান ও আনিসার গলায় ধারালো অস্ত্র দিয়ে আঘাত করে। bbox=[11, 343, 317, 388]
divider bbox=[333, 1081, 590, 1082]
paragraph: দেশের সমুদ্রবন্দরগুলোকে সতর্কসংকেত দেখাতে বলা হয়েছে। উত্তর বঙ্গোপসাগরে অবস্থানরত মাছ ধরার নৌকা ও ট্রলারকে উপকূলের কাছাকাছি থেকে সাবধানে চলাচল করতে বলা হয়েছে। আগামী কয়েক দিন বৃষ্টিপাতের প্রবণতা অব্যাহত থাকতে পারে। bbox=[11, 1235, 317, 1295]
